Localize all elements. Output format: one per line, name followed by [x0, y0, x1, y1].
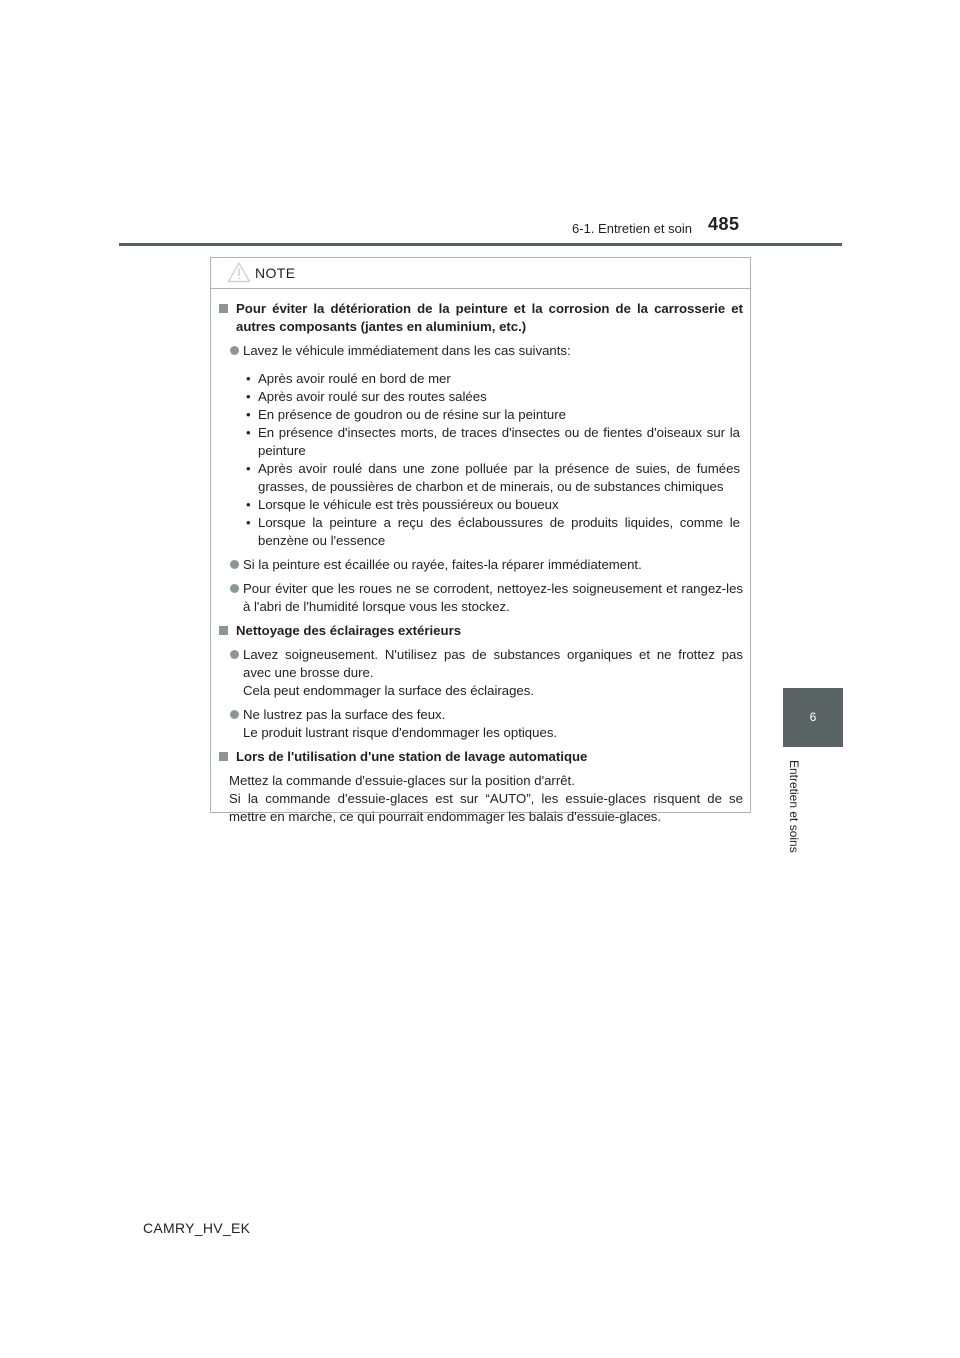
note-box [210, 257, 751, 824]
list-item: Lavez soigneusement. N'utilisez pas de substances organiques et ne frottez pas avec une brosse dure. Cela peut endommager la surface des éclairages. [219, 646, 743, 700]
list-item: • Après avoir roulé en bord de mer [246, 371, 451, 386]
circle-bullet-icon [230, 560, 239, 569]
list-item: Pour éviter que les roues ne se corrodent, nettoyez-les soigneusement et rangez-les à l'abri de l'humidité lorsque vous les stockez. [219, 580, 743, 616]
square-bullet-icon [219, 752, 228, 761]
circle-bullet-icon [230, 346, 239, 355]
list-item: Si la peinture est écaillée ou rayée, faites-la réparer immédiatement. [219, 556, 743, 574]
note-header [211, 258, 750, 289]
chapter-title: Entretien et soins [787, 760, 801, 853]
list-item: • En présence d'insectes morts, de traces d'insectes ou de fientes d'oiseaux sur la peinture [246, 425, 740, 458]
chapter-number: 6 [809, 710, 817, 724]
square-bullet-icon [219, 304, 228, 313]
paragraph: Mettez la commande d'essuie-glaces sur la position d'arrêt. Si la commande d'essuie-glaces est sur “AUTO”, les essuie-glaces risquent de se mettre en marche, ce qui pourrait endommager les balais d'essuie-glaces. [229, 773, 743, 824]
list-item: • Lorsque le véhicule est très poussiéreux ou boueux [246, 497, 559, 512]
page-number: 485 [708, 214, 740, 234]
circle-bullet-icon [230, 650, 239, 659]
section-heading: Lors de l'utilisation d'une station de lavage automatique [219, 748, 743, 766]
warning-triangle-icon [227, 261, 251, 283]
list-item: Lavez le véhicule immédiatement dans les cas suivants: [219, 342, 743, 360]
list-item: • Après avoir roulé dans une zone polluée par la présence de suies, de fumées grasses, de poussières de charbon et de minerais, ou de substances chimiques [246, 461, 740, 494]
circle-bullet-icon [230, 710, 239, 719]
chapter-tab [783, 688, 843, 747]
running-header-section: 6-1. Entretien et soin [572, 221, 692, 236]
square-bullet-icon [219, 626, 228, 635]
header-rule [119, 243, 842, 246]
bullet-dot-icon: • [246, 425, 251, 440]
bullet-dot-icon: • [246, 389, 251, 404]
model-code: CAMRY_HV_EK [143, 1220, 251, 1236]
list-item: • Après avoir roulé sur des routes salées [246, 389, 487, 404]
circle-bullet-icon [230, 584, 239, 593]
bullet-dot-icon: • [246, 497, 251, 512]
section-heading: Pour éviter la détérioration de la peinture et la corrosion de la carrosserie et autres composants (jantes en aluminium, etc.) [219, 300, 743, 336]
note-title: NOTE [255, 265, 296, 281]
note-content [219, 300, 743, 826]
bullet-dot-icon: • [246, 407, 251, 422]
bullet-dot-icon: • [246, 371, 251, 386]
bullet-list [219, 366, 743, 550]
list-item: • Lorsque la peinture a reçu des éclaboussures de produits liquides, comme le benzène ou l'essence [246, 515, 740, 548]
bullet-dot-icon: • [246, 461, 251, 476]
chapter-side-label [785, 760, 805, 860]
list-item: Ne lustrez pas la surface des feux. Le produit lustrant risque d'endommager les optiques. [219, 706, 743, 742]
section-heading: Nettoyage des éclairages extérieurs [219, 622, 743, 640]
bullet-dot-icon: • [246, 515, 251, 530]
list-item: • En présence de goudron ou de résine sur la peinture [246, 407, 566, 422]
